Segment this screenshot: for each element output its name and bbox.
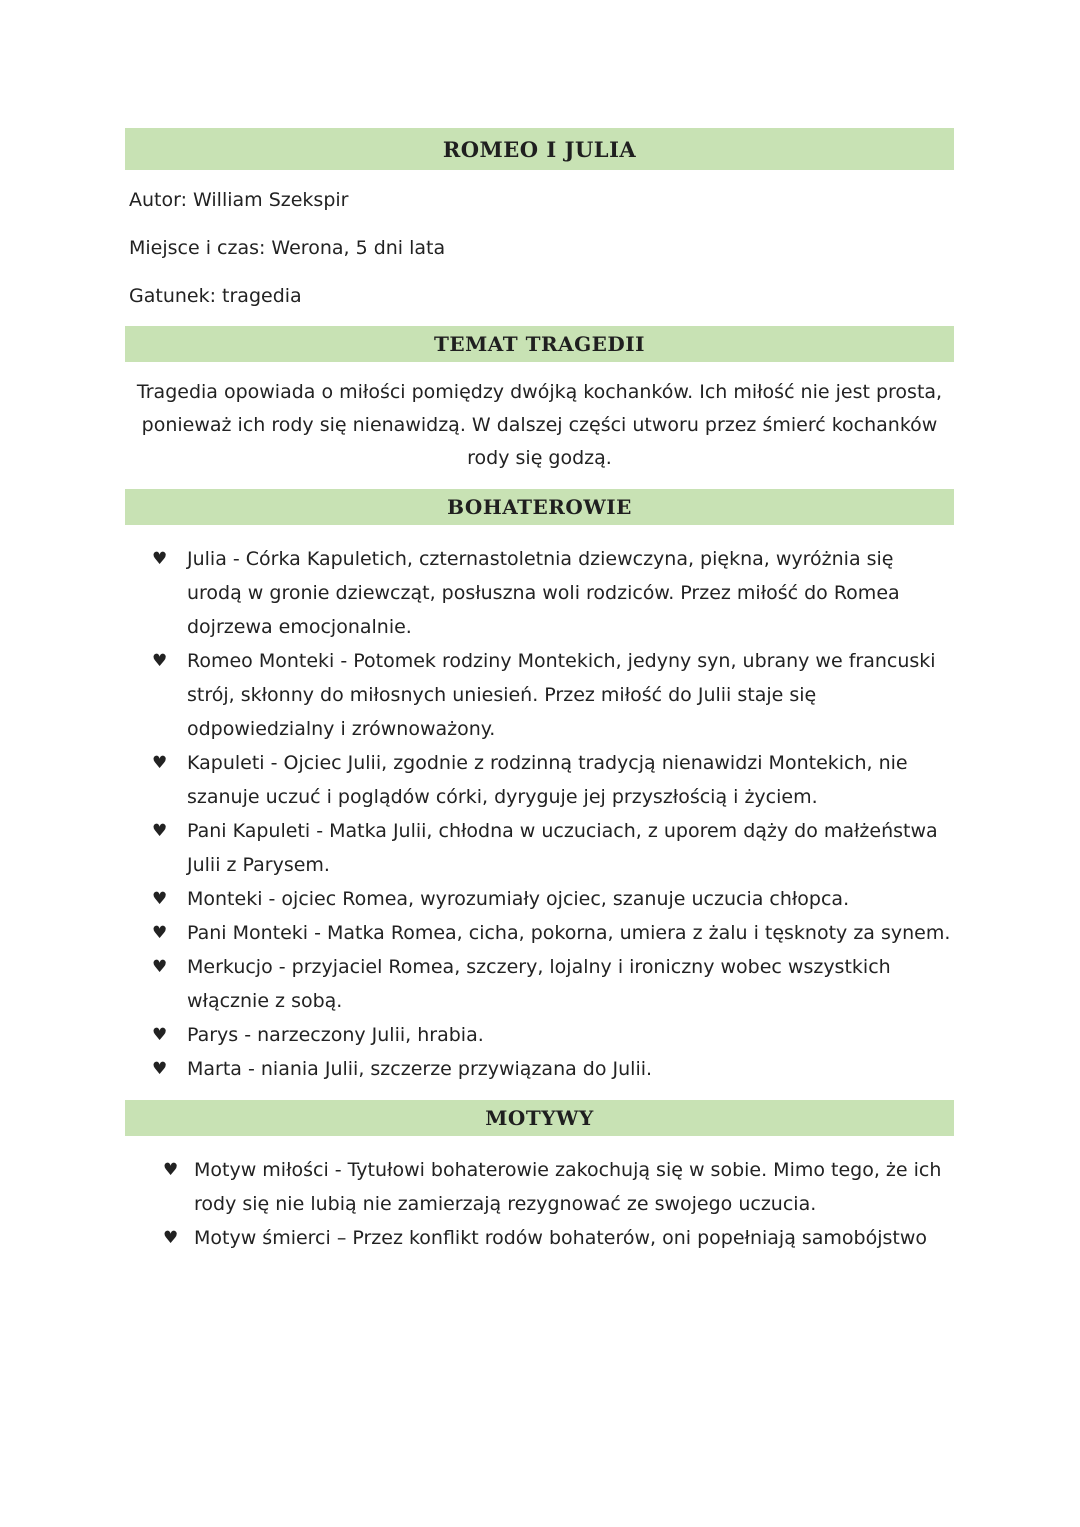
heart-bullet-icon: ♥ [152,957,168,977]
characters-heading: BOHATEROWIE [447,495,632,519]
list-item [125,882,954,916]
list-item [125,916,954,950]
motifs-heading-band [125,1100,954,1136]
character-text: Kapuleti - Ojciec Julii, zgodnie z rodzinną tradycją nienawidzi Montekich, nie szanuje uczuć i poglądów córki, dyryguje jej przyszłością i życiem. [187,752,908,808]
heart-bullet-icon: ♥ [152,651,168,671]
list-item [125,1052,954,1086]
place-time-line: Miejsce i czas: Werona, 5 dni lata [129,237,446,259]
motif-text: Motyw śmierci – Przez konflikt rodów bohaterów, oni popełniają samobójstwo [194,1227,928,1249]
motif-text: Motyw miłości - Tytułowi bohaterowie zakochują się w sobie. Mimo tego, że ich rody się nie lubią nie zamierzają rezygnować ze swojego uczucia. [194,1159,942,1215]
character-text: Julia - Córka Kapuletich, czternastoletnia dziewczyna, piękna, wyróżnia się urodą w gronie dziewcząt, posłuszna woli rodziców. Przez miłość do Romea dojrzewa emocjonalnie. [187,548,900,638]
character-text: Merkucjo - przyjaciel Romea, szczery, lojalny i ironiczny wobec wszystkich włącznie z sobą. [187,956,891,1012]
list-item [125,950,954,1018]
meta-block [125,170,954,326]
heart-bullet-icon: ♥ [152,821,168,841]
character-text: Romeo Monteki - Potomek rodziny Montekich, jedyny syn, ubrany we francuski strój, skłonny do miłosnych uniesień. Przez miłość do Julii staje się odpowiedzialny i zrównoważony. [187,650,936,740]
heart-bullet-icon: ♥ [152,753,168,773]
character-text: Marta - niania Julii, szczerze przywiązana do Julii. [187,1058,653,1080]
genre-line: Gatunek: tragedia [129,285,302,307]
heart-bullet-icon: ♥ [152,889,168,909]
title-band [125,128,954,170]
character-text: Monteki - ojciec Romea, wyrozumiały ojciec, szanuje uczucia chłopca. [187,888,850,910]
character-text: Parys - narzeczony Julii, hrabia. [187,1024,484,1046]
list-item [125,1018,954,1052]
theme-heading-band [125,326,954,362]
heart-bullet-icon: ♥ [163,1228,179,1248]
characters-list [125,525,954,1100]
list-item [125,814,954,882]
heart-bullet-icon: ♥ [152,549,168,569]
characters-heading-band [125,489,954,525]
heart-bullet-icon: ♥ [152,1059,168,1079]
theme-heading: TEMAT TRAGEDII [434,332,645,356]
list-item [125,644,954,746]
heart-bullet-icon: ♥ [152,1025,168,1045]
document-title: ROMEO I JULIA [442,136,637,162]
list-item [125,746,954,814]
list-item [125,1221,954,1255]
theme-summary: Tragedia opowiada o miłości pomiędzy dwójką kochanków. Ich miłość nie jest prosta, ponieważ ich rody się nienawidzą. W dalszej części utworu przez śmierć kochanków rody się godzą. [136,381,943,469]
character-text: Pani Kapuleti - Matka Julii, chłodna w uczuciach, z uporem dąży do małżeństwa Julii z Parysem. [187,820,938,876]
motifs-heading: MOTYWY [485,1106,594,1130]
character-text: Pani Monteki - Matka Romea, cicha, pokorna, umiera z żalu i tęsknoty za synem. [187,922,951,944]
list-item [125,1153,954,1221]
document-page [125,128,954,1269]
author-line: Autor: William Szekspir [129,189,349,211]
list-item [125,542,954,644]
heart-bullet-icon: ♥ [163,1160,179,1180]
heart-bullet-icon: ♥ [152,923,168,943]
motifs-list [125,1136,954,1269]
